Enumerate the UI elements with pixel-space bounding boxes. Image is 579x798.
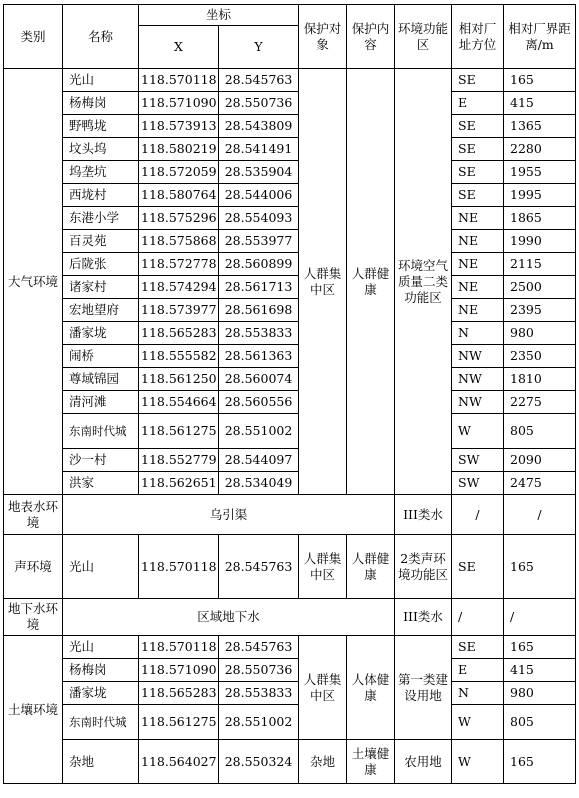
direction: W: [452, 414, 504, 449]
table-row: [4, 472, 576, 495]
distance: 1810: [504, 368, 576, 391]
direction: NE: [452, 299, 504, 322]
coord-y: 28.553833: [219, 682, 299, 705]
table-row: [4, 92, 576, 115]
distance: 165: [504, 636, 576, 659]
header-func: 环境功能区: [395, 5, 452, 69]
coord-x: 118.561250: [139, 368, 219, 391]
groundwater-row: [4, 599, 576, 636]
soil-func: 第一类建设用地: [395, 636, 452, 740]
site-name: 潘家垅: [63, 322, 139, 345]
noise-direction: SE: [452, 535, 504, 599]
site-name: 杨梅岗: [63, 659, 139, 682]
air-category: 大气环境: [4, 69, 63, 495]
surface-func: III类水: [395, 495, 452, 535]
table-row: [4, 230, 576, 253]
coord-x: 118.561275: [139, 705, 219, 740]
distance: 805: [504, 414, 576, 449]
distance: 415: [504, 659, 576, 682]
coord-y: 28.535904: [219, 161, 299, 184]
soil-last-func: 农用地: [395, 740, 452, 784]
coord-x: 118.565283: [139, 322, 219, 345]
distance: 1365: [504, 115, 576, 138]
coord-y: 28.551002: [219, 414, 299, 449]
coord-x: 118.571090: [139, 92, 219, 115]
table-row: [4, 184, 576, 207]
coord-y: 28.554093: [219, 207, 299, 230]
coord-x: 118.570118: [139, 69, 219, 92]
table-row: [4, 115, 576, 138]
coord-y: 28.553833: [219, 322, 299, 345]
coord-y: 28.561363: [219, 345, 299, 368]
header-x: X: [139, 26, 219, 69]
table-row: [4, 207, 576, 230]
coord-x: 118.573913: [139, 115, 219, 138]
distance: 2475: [504, 472, 576, 495]
coord-x: 118.575296: [139, 207, 219, 230]
coord-x: 118.565283: [139, 682, 219, 705]
coord-x: 118.555582: [139, 345, 219, 368]
distance: 2280: [504, 138, 576, 161]
site-name: 东南时代城: [63, 705, 139, 740]
header-direction: 相对厂址方位: [452, 5, 504, 69]
table-row: [4, 345, 576, 368]
coord-x: 118.554664: [139, 391, 219, 414]
site-name: 洪家: [63, 472, 139, 495]
distance: 980: [504, 682, 576, 705]
coord-x: 118.575868: [139, 230, 219, 253]
distance: 165: [504, 69, 576, 92]
noise-row: [4, 535, 576, 599]
site-name: 野鸭垅: [63, 115, 139, 138]
coord-x: 118.552779: [139, 449, 219, 472]
distance: 1995: [504, 184, 576, 207]
coord-y: 28.560556: [219, 391, 299, 414]
distance: 2350: [504, 345, 576, 368]
site-name: 诸家村: [63, 276, 139, 299]
header-coords: 坐标: [139, 5, 299, 26]
header-object: 保护对象: [299, 5, 347, 69]
site-name: 尊域锦园: [63, 368, 139, 391]
direction: SE: [452, 184, 504, 207]
noise-x: 118.570118: [139, 535, 219, 599]
coord-y: 28.545763: [219, 69, 299, 92]
surface-name: 乌引渠: [63, 495, 395, 535]
header-category: 类别: [4, 5, 63, 69]
table-row: [4, 299, 576, 322]
direction: N: [452, 322, 504, 345]
site-name: 东港小学: [63, 207, 139, 230]
site-name: 闹桥: [63, 345, 139, 368]
distance: 2500: [504, 276, 576, 299]
table-row: [4, 322, 576, 345]
noise-func: 2类声环境功能区: [395, 535, 452, 599]
coord-y: 28.545763: [219, 636, 299, 659]
noise-category: 声环境: [4, 535, 63, 599]
soil-content: 人体健康: [347, 636, 395, 740]
coord-x: 118.580764: [139, 184, 219, 207]
ground-category: 地下水环境: [4, 599, 63, 636]
air-content: 人群健康: [347, 69, 395, 495]
direction: SW: [452, 472, 504, 495]
table-row: [4, 414, 576, 449]
distance: 1990: [504, 230, 576, 253]
soil-object: 人群集中区: [299, 636, 347, 740]
noise-name: 光山: [63, 535, 139, 599]
coord-y: 28.553977: [219, 230, 299, 253]
direction: W: [452, 705, 504, 740]
table-row: [4, 138, 576, 161]
coord-y: 28.550736: [219, 659, 299, 682]
site-name: 后陇张: [63, 253, 139, 276]
soil-last-object: 杂地: [299, 740, 347, 784]
table-row: [4, 253, 576, 276]
soil-category: 土壤环境: [4, 636, 63, 784]
distance: 805: [504, 705, 576, 740]
distance: 1865: [504, 207, 576, 230]
direction: NW: [452, 391, 504, 414]
distance: 2090: [504, 449, 576, 472]
direction: E: [452, 92, 504, 115]
site-name: 清河滩: [63, 391, 139, 414]
header-name: 名称: [63, 5, 139, 69]
site-name: 东南时代城: [63, 414, 139, 449]
site-name: 宏地望府: [63, 299, 139, 322]
site-name: 沙一村: [63, 449, 139, 472]
coord-y: 28.550736: [219, 92, 299, 115]
table-row: [4, 682, 576, 705]
site-name: 坞垄坑: [63, 161, 139, 184]
coord-x: 118.580219: [139, 138, 219, 161]
direction: N: [452, 682, 504, 705]
site-name: 光山: [63, 69, 139, 92]
table-row: [4, 161, 576, 184]
distance: 980: [504, 322, 576, 345]
coord-y: 28.544006: [219, 184, 299, 207]
header-content: 保护内容: [347, 5, 395, 69]
direction: E: [452, 659, 504, 682]
coord-y: 28.550324: [219, 740, 299, 784]
direction: NE: [452, 207, 504, 230]
distance: 2395: [504, 299, 576, 322]
surface-category: 地表水环境: [4, 495, 63, 535]
coord-y: 28.561713: [219, 276, 299, 299]
noise-content: 人群健康: [347, 535, 395, 599]
coord-x: 118.562651: [139, 472, 219, 495]
table-row: [4, 740, 576, 784]
direction: SE: [452, 161, 504, 184]
noise-object: 人群集中区: [299, 535, 347, 599]
coord-y: 28.543809: [219, 115, 299, 138]
noise-y: 28.545763: [219, 535, 299, 599]
direction: SW: [452, 449, 504, 472]
coord-y: 28.560899: [219, 253, 299, 276]
coord-x: 118.574294: [139, 276, 219, 299]
table-row: [4, 276, 576, 299]
distance: 2115: [504, 253, 576, 276]
site-name: 杂地: [63, 740, 139, 784]
direction: NW: [452, 345, 504, 368]
direction: SE: [452, 115, 504, 138]
direction: NW: [452, 368, 504, 391]
header-row-1: [4, 5, 576, 26]
air-func: 环境空气质量二类功能区: [395, 69, 452, 495]
direction: SE: [452, 138, 504, 161]
direction: NE: [452, 276, 504, 299]
distance: 165: [504, 740, 576, 784]
table-row: [4, 449, 576, 472]
air-object: 人群集中区: [299, 69, 347, 495]
protection-targets-table: [3, 4, 576, 784]
ground-func: III类水: [395, 599, 452, 636]
table-row: [4, 69, 576, 92]
coord-y: 28.551002: [219, 705, 299, 740]
header-distance: 相对厂界距离/m: [504, 5, 576, 69]
coord-x: 118.572778: [139, 253, 219, 276]
table-row: [4, 659, 576, 682]
coord-x: 118.570118: [139, 636, 219, 659]
ground-name: 区域地下水: [63, 599, 395, 636]
direction: NE: [452, 253, 504, 276]
table-row: [4, 391, 576, 414]
coord-x: 118.571090: [139, 659, 219, 682]
site-name: 潘家垅: [63, 682, 139, 705]
soil-last-content: 土壤健康: [347, 740, 395, 784]
coord-x: 118.564027: [139, 740, 219, 784]
surface-direction: /: [452, 495, 504, 535]
coord-x: 118.561275: [139, 414, 219, 449]
direction: NE: [452, 230, 504, 253]
coord-y: 28.560074: [219, 368, 299, 391]
distance: 2275: [504, 391, 576, 414]
surface-distance: /: [504, 495, 576, 535]
noise-distance: 165: [504, 535, 576, 599]
distance: 415: [504, 92, 576, 115]
ground-distance: /: [504, 599, 576, 636]
table-row: [4, 636, 576, 659]
direction: W: [452, 740, 504, 784]
table-row: [4, 368, 576, 391]
coord-y: 28.561698: [219, 299, 299, 322]
distance: 1955: [504, 161, 576, 184]
site-name: 百灵苑: [63, 230, 139, 253]
site-name: 杨梅岗: [63, 92, 139, 115]
ground-direction: /: [452, 599, 504, 636]
surface-water-row: [4, 495, 576, 535]
direction: SE: [452, 69, 504, 92]
table-row: [4, 705, 576, 740]
direction: SE: [452, 636, 504, 659]
site-name: 光山: [63, 636, 139, 659]
site-name: 坟头坞: [63, 138, 139, 161]
coord-y: 28.544097: [219, 449, 299, 472]
coord-y: 28.541491: [219, 138, 299, 161]
header-y: Y: [219, 26, 299, 69]
coord-x: 118.573977: [139, 299, 219, 322]
coord-y: 28.534049: [219, 472, 299, 495]
site-name: 西垅村: [63, 184, 139, 207]
coord-x: 118.572059: [139, 161, 219, 184]
